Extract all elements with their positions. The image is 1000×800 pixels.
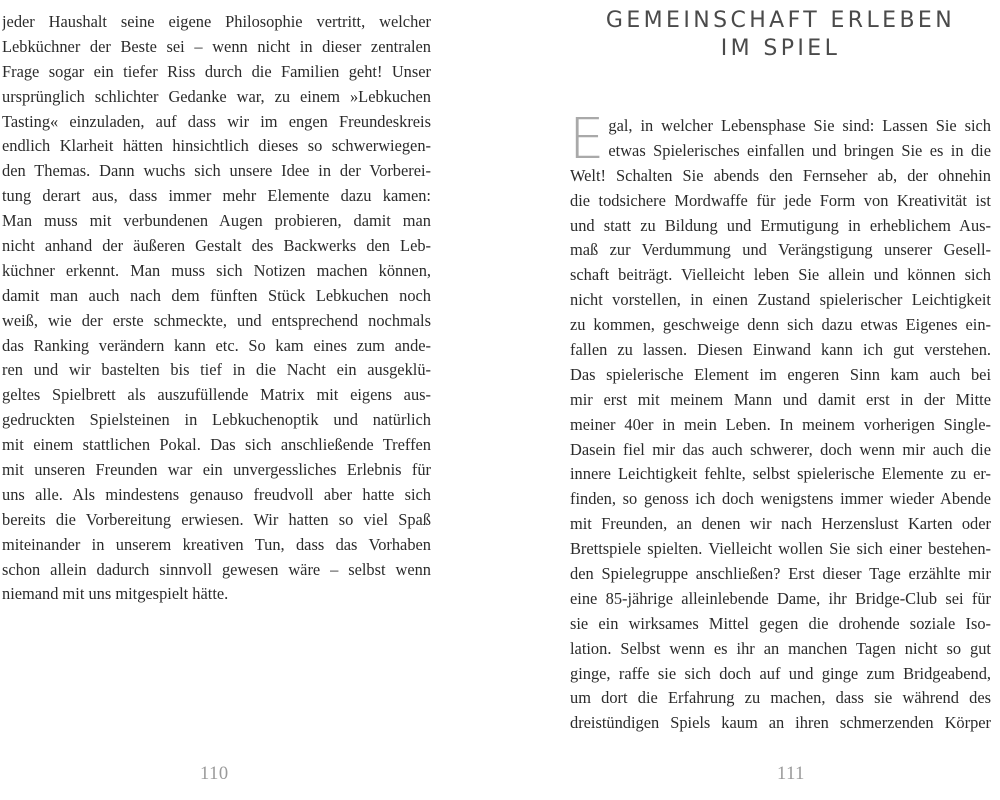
text-line: mit einem stattlichen Pokal. Das sich anschließende Treffen — [2, 435, 431, 455]
text-line: nicht anhand der äußeren Gestalt des Backwerks den Leb- — [2, 236, 431, 256]
text-line: ginge, raffe sie sich doch auf und ginge zum Bridgeabend, — [570, 663, 991, 683]
text-line: dreistündigen Spiels kaum an ihren schmerzenden Körper — [570, 713, 991, 733]
page-number-left: 110 — [200, 764, 229, 784]
text-line: uns alle. Als mindestens genauso freudvoll aber hatte sich — [2, 484, 431, 504]
text-line: Frage sogar ein tiefer Riss durch die Familien geht! Unser — [2, 61, 431, 81]
right-page — [570, 0, 1000, 800]
text-line: und statt zu Bildung und Ermutigung in erheblichem Aus- — [570, 215, 991, 235]
text-line: damit man auch nach dem fünften Stück Lebkuchen noch — [2, 285, 431, 305]
text-line: fallen zu lassen. Diesen Einwand kann ich gut verstehen. — [570, 340, 991, 360]
text-line: Tasting« einzuladen, auf dass wir im engen Freundeskreis — [2, 111, 431, 131]
text-line: endlich Klarheit hätten hinsichtlich dieses so schwerwiegen- — [2, 136, 431, 156]
text-line: mit Freunden, an denen wir nach Herzenslust Karten oder — [570, 514, 991, 534]
text-line: geltes Spielbrett als auszufüllende Matrix mit eigens aus- — [2, 385, 431, 405]
page-number-right: 111 — [777, 764, 805, 784]
text-line: schaft beiträgt. Vielleicht leben Sie allein und können sich — [570, 265, 991, 285]
chapter-heading — [570, 7, 991, 63]
text-line: Welt! Schalten Sie abends den Fernseher ab, der ohnehin — [570, 165, 991, 185]
right-page-body-text — [569, 107, 991, 736]
text-line: niemand mit uns mitgespielt hätte. — [2, 584, 229, 604]
text-line: um dort die Erfahrung zu machen, dass sie während des — [570, 688, 991, 708]
text-line: Das spielerische Element im engeren Sinn kam auch bei — [570, 364, 991, 384]
text-line: innere Leichtigkeit fehlte, selbst spielerische Elemente zu er- — [570, 464, 991, 484]
text-line: das Ranking verändern kann etc. So kam eines zum ande- — [2, 335, 431, 355]
text-line: Dasein fiel mir das auch schwerer, doch wenn mir auch die — [570, 439, 991, 459]
text-line: weiß, wie der erste schmeckte, und entsprechend nochmals — [2, 310, 431, 330]
text-line: gedruckten Spielsteinen in Lebkuchenoptik und natürlich — [2, 410, 431, 430]
text-line: mit unseren Freunden war ein unvergessliches Erlebnis für — [2, 460, 431, 480]
drop-cap: E — [569, 107, 605, 172]
text-line: tung derart aus, dass immer mehr Elemente dazu kamen: — [2, 186, 431, 206]
left-page — [0, 0, 438, 800]
left-page-body-text — [2, 10, 431, 607]
text-line: sie ein wirksames Mittel gegen die drohende soziale Iso- — [570, 613, 991, 633]
text-line: schon allein dadurch sinnvoll gewesen wäre – selbst wenn — [2, 559, 431, 579]
text-line: mir erst mit meinem Mann und damit erst in der Mitte — [570, 389, 991, 409]
text-line: ursprünglich schlichter Gedanke war, zu einem »Lebkuchen — [2, 86, 431, 106]
chapter-heading-line-1: GEMEINSCHAFT ERLEBEN — [605, 8, 956, 33]
text-line: Man muss mit verbundenen Augen probieren, damit man — [2, 211, 431, 231]
text-line: den Themas. Dann wuchs sich unsere Idee in der Vorberei- — [2, 161, 431, 181]
text-line: nicht vorstellen, in einen Zustand spielerischer Leichtigkeit — [570, 290, 991, 310]
text-line: jeder Haushalt seine eigene Philosophie vertritt, welcher — [2, 12, 431, 31]
text-line: eine 85-jährige alleinlebende Dame, ihr Bridge-Club sei für — [570, 588, 991, 608]
text-line: maß zur Verdummung und Verängstigung unserer Gesell- — [570, 240, 991, 260]
text-line: bereits die Vorbereitung erwiesen. Wir hatten so viel Spaß — [2, 509, 431, 529]
opening-paragraph — [569, 107, 991, 172]
text-line: Brettspiele spielten. Vielleicht wollen Sie sich einer bestehen- — [570, 539, 991, 559]
text-line: finden, so genoss ich doch wenigstens immer wieder Abende — [570, 489, 991, 509]
text-line: ren und wir bastelten bis tief in die Nacht ein ausgeklü- — [2, 360, 431, 380]
text-line: die todsichere Mordwaffe für jede Form von Kreativität ist — [570, 190, 991, 210]
text-line: etwas Spielerisches einfallen und bringen Sie es in die — [608, 140, 991, 160]
text-line: den Spielegruppe anschließen? Erst dieser Tage erzählte mir — [570, 564, 991, 584]
text-line: küchner erkennt. Man muss sich Notizen machen können, — [2, 260, 431, 280]
text-line: miteinander in unserem kreativen Tun, dass das Vorhaben — [2, 534, 431, 554]
text-line: zu kommen, geschweige denn sich dazu etwas Eigenes ein- — [570, 315, 991, 335]
text-line: Lebküchner der Beste sei – wenn nicht in dieser zentralen — [2, 36, 431, 56]
chapter-heading-line-2: IM SPIEL — [720, 36, 841, 61]
text-line: lation. Selbst wenn es ihr an manchen Tagen nicht so gut — [570, 638, 991, 658]
text-line: gal, in welcher Lebensphase Sie sind: Lassen Sie sich — [608, 116, 991, 135]
text-line: meiner 40er in mein Leben. In meinem vorherigen Single- — [570, 414, 991, 434]
